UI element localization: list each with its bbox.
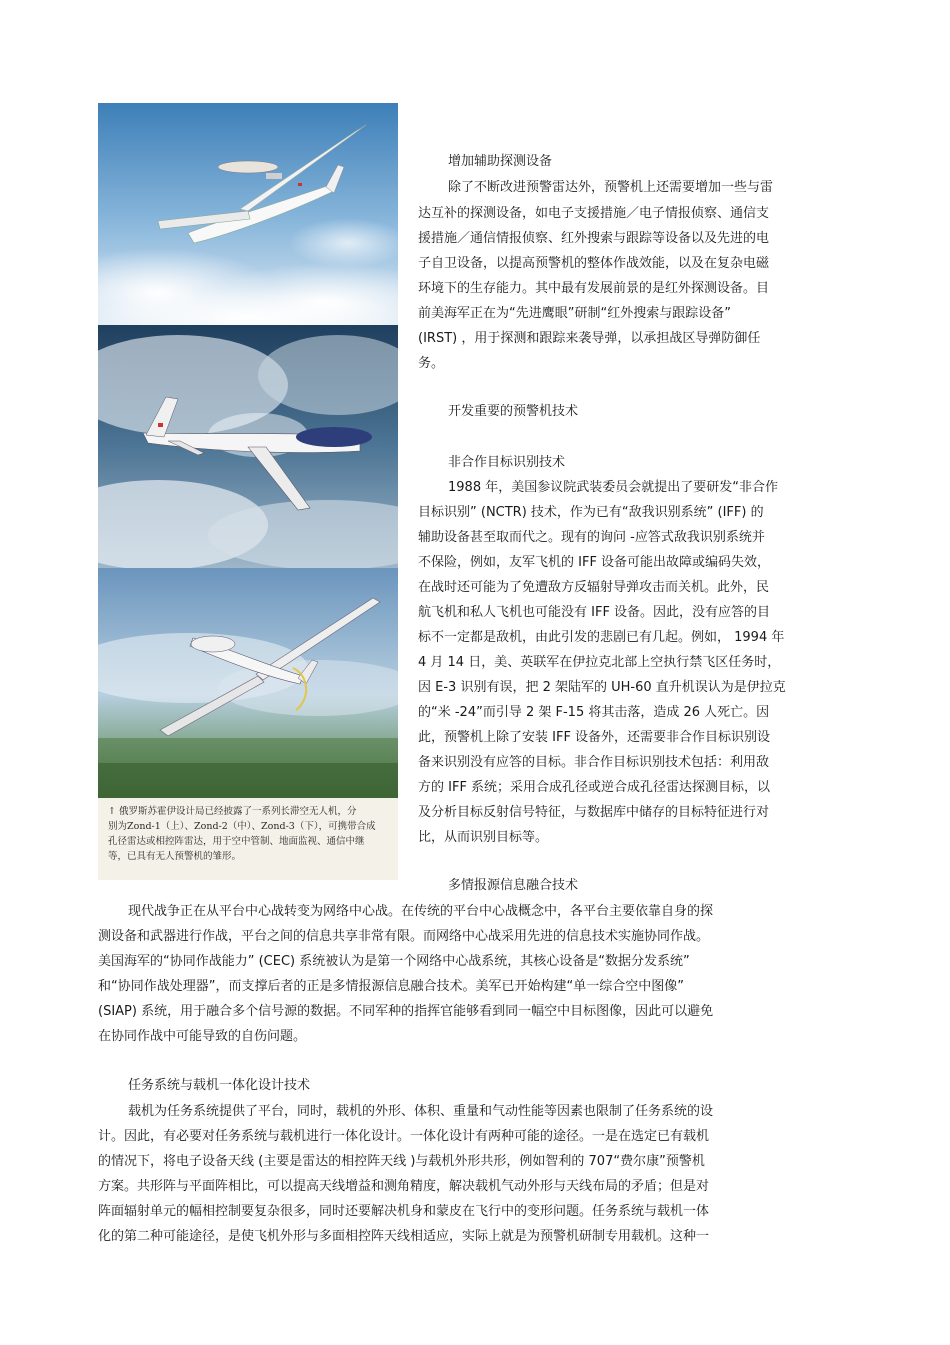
paragraph-line: 不保险，例如，友军飞机的 IFF 设备可能出故障或编码失效， — [418, 555, 771, 570]
figure-caption — [98, 798, 398, 880]
paragraph-line: (IRST) ，用于探测和跟踪来袭导弹，以承担战区导弹防御任 — [418, 331, 761, 346]
caption-line: 别为Zond-1（上）、Zond-2（中）、Zond-3（下），可携带合成 — [108, 821, 376, 832]
section-heading-auxiliary-detection: 增加辅助探测设备 — [448, 154, 553, 169]
paragraph-line: 的“米 -24”而引导 2 架 F-15 将其击落，造成 26 人死亡。因 — [418, 705, 770, 720]
paragraph-line: 子自卫设备，以提高预警机的整体作战效能，以及在复杂电磁 — [418, 256, 770, 271]
section-heading-nctr: 非合作目标识别技术 — [448, 455, 566, 470]
paragraph-line: 计。因此，有必要对任务系统与载机进行一体化设计。一体化设计有两种可能的途径。一是在选定已有载机 — [98, 1129, 710, 1144]
paragraph-line: 除了不断改进预警雷达外，预警机上还需要增加一些与雷 — [448, 180, 774, 195]
paragraph-line: 化的第二种可能途径，是使飞机外形与多面相控阵天线相适应，实际上就是为预警机研制专用载机。这种一 — [98, 1229, 710, 1244]
paragraph-line: 环境下的生存能力。其中最有发展前景的是红外探测设备。目 — [418, 281, 770, 296]
paragraph-line: 的情况下，将电子设备天线 (主要是雷达的相控阵天线 )与载机外形共形，例如智利的 707“费尔康”预警机 — [98, 1154, 705, 1169]
caption-line: 等，已具有无人预警机的雏形。 — [108, 851, 242, 862]
paragraph-line: 载机为任务系统提供了平台，同时，载机的外形、体积、重量和气动性能等因素也限制了任务系统的设 — [128, 1104, 714, 1119]
paragraph-line: 目标识别” (NCTR) 技术，作为已有“敌我识别系统” (IFF) 的 — [418, 505, 764, 520]
paragraph-line: 前美海军正在为“先进鹰眼”研制“红外搜索与跟踪设备” — [418, 306, 731, 321]
caption-line: ↑ 俄罗斯苏霍伊设计局已经披露了一系列长滞空无人机，分 — [108, 806, 357, 817]
paragraph-line: 备来识别没有应答的目标。非合作目标识别技术包括：利用敌 — [418, 755, 770, 770]
paragraph-line: 在协同作战中可能导致的自伤问题。 — [98, 1029, 307, 1044]
paragraph-line: 标不一定都是敌机，由此引发的悲剧已有几起。例如， 1994 年 — [418, 630, 785, 645]
zond-3-photo — [98, 568, 398, 798]
paragraph-line: 1988 年，美国参议院武装委员会就提出了要研发“非合作 — [448, 480, 778, 495]
paragraph-line: 和“协同作战处理器”，而支撑后者的正是多情报源信息融合技术。美军已开始构建“单一综合空中图像” — [98, 979, 684, 994]
paragraph-line: 方案。共形阵与平面阵相比，可以提高天线增益和测角精度，解决载机气动外形与天线布局的矛盾；但是对 — [98, 1179, 710, 1194]
paragraph-line: 4 月 14 日，美、英联军在伊拉克北部上空执行禁飞区任务时， — [418, 655, 781, 670]
zond-1-photo — [98, 103, 398, 325]
paragraph-line: (SIAP) 系统，用于融合多个信号源的数据。不同军种的指挥官能够看到同一幅空中目标图像，因此可以避免 — [98, 1004, 714, 1019]
paragraph-line: 美国海军的“协同作战能力” (CEC) 系统被认为是第一个网络中心战系统，其核心设备是“数据分发系统” — [98, 954, 690, 969]
paragraph-line: 援措施／通信情报侦察、红外搜索与跟踪等设备以及先进的电 — [418, 231, 770, 246]
paragraph-line: 测设备和武器进行作战，平台之间的信息共享非常有限。而网络中心战采用先进的信息技术实施协同作战。 — [98, 929, 710, 944]
section-heading-information-fusion: 多情报源信息融合技术 — [448, 878, 579, 893]
paragraph-line: 及分析目标反射信号特征，与数据库中储存的目标特征进行对 — [418, 805, 770, 820]
paragraph-line: 在战时还可能为了免遭敌方反辐射导弹攻击而关机。此外，民 — [418, 580, 770, 595]
paragraph-line: 达互补的探测设备，如电子支援措施／电子情报侦察、通信支 — [418, 206, 770, 221]
paragraph-line: 比，从而识别目标等。 — [418, 830, 549, 845]
section-heading-key-technologies: 开发重要的预警机技术 — [448, 404, 579, 419]
caption-line: 孔径雷达或相控阵雷达，用于空中管制、地面监视、通信中继 — [108, 836, 365, 847]
paragraph-line: 航飞机和私人飞机也可能没有 IFF 设备。因此，没有应答的目 — [418, 605, 771, 620]
zond-2-photo — [98, 325, 398, 568]
paragraph-line: 辅助设备甚至取而代之。现有的询问 -应答式敌我识别系统并 — [418, 530, 765, 545]
paragraph-line: 现代战争正在从平台中心战转变为网络中心战。在传统的平台中心战概念中，各平台主要依靠自身的探 — [128, 904, 714, 919]
section-heading-integrated-design: 任务系统与载机一体化设计技术 — [128, 1078, 311, 1093]
paragraph-line: 因 E-3 识别有误，把 2 架陆军的 UH-60 直升机误认为是伊拉克 — [418, 680, 786, 695]
paragraph-line: 阵面辐射单元的幅相控制要复杂很多，同时还要解决机身和蒙皮在飞行中的变形问题。任务系统与载机一体 — [98, 1204, 710, 1219]
paragraph-line: 方的 IFF 系统；采用合成孔径或逆合成孔径雷达探测目标，以 — [418, 780, 771, 795]
paragraph-line: 此，预警机上除了安装 IFF 设备外，还需要非合作目标识别设 — [418, 730, 771, 745]
paragraph-line: 务。 — [418, 356, 445, 371]
uav-figure — [98, 103, 398, 880]
